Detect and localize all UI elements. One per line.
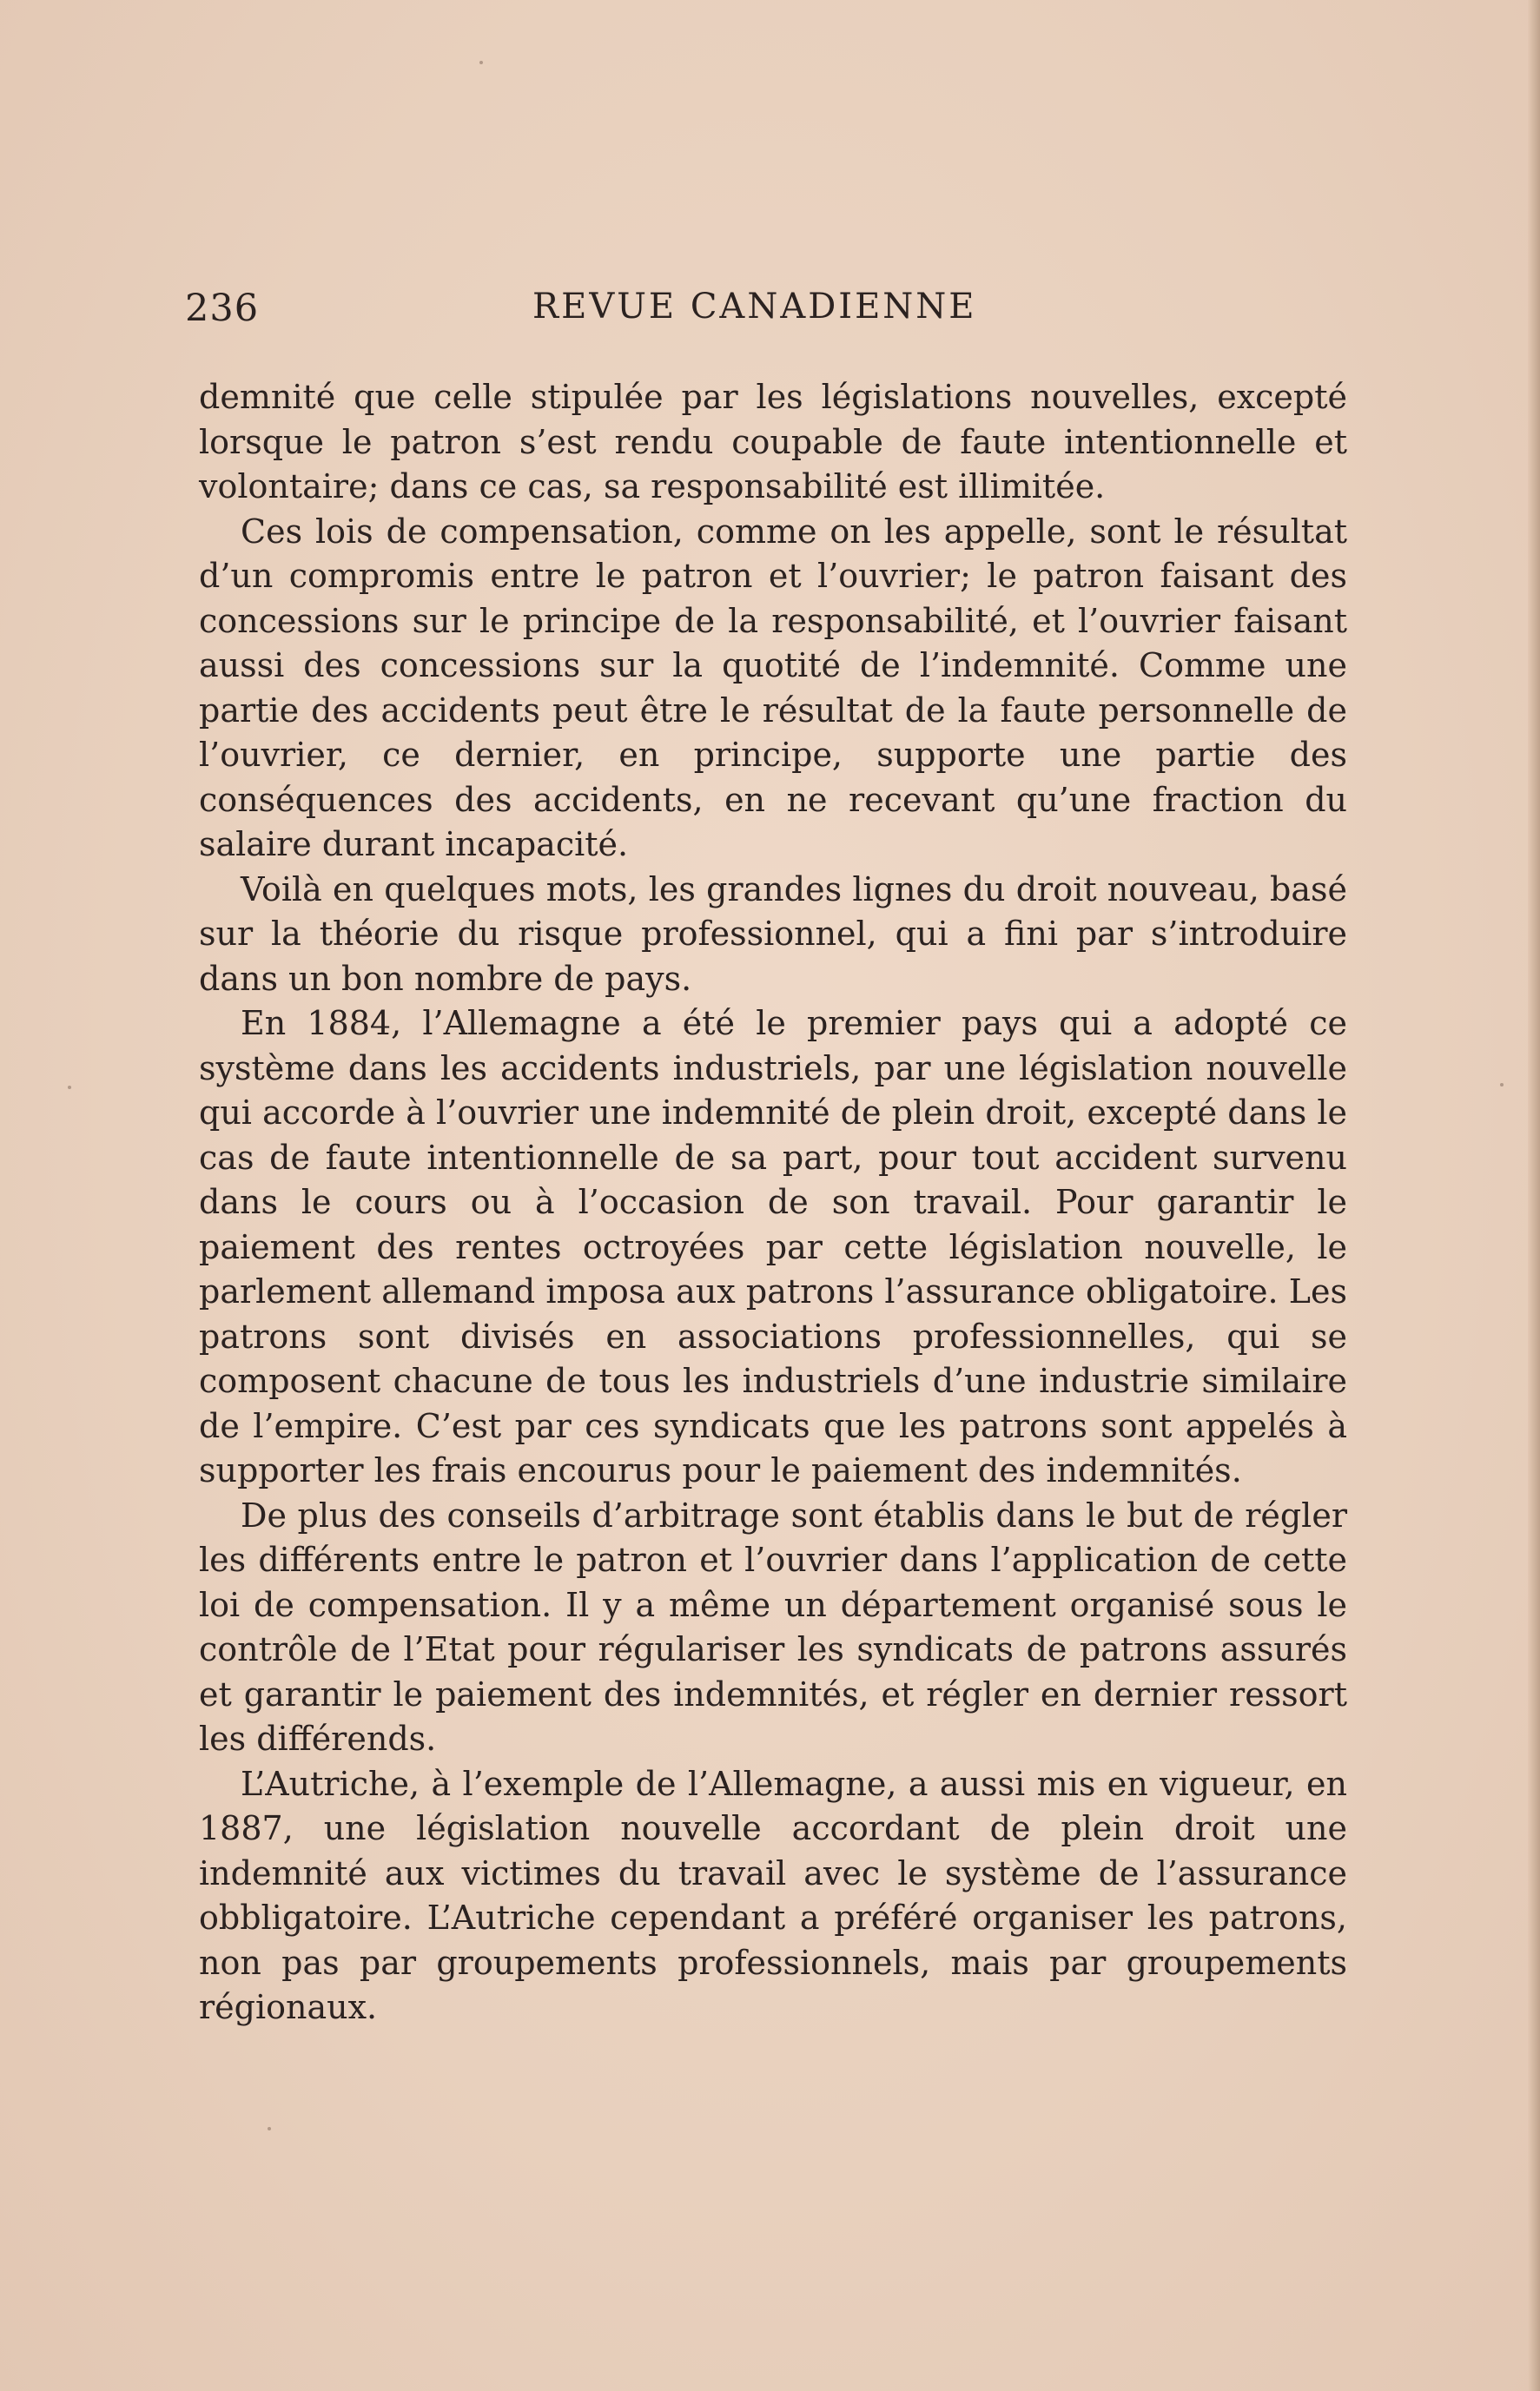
paragraph: Ces lois de compensation, comme on les appelle, sont le résultat d’un compromis entre le patron et l’ouvrier; le patron faisant des concessions sur le principe de la responsabilité, et l’ouvrier faisant aussi des concessions sur la quotité de l’indemnité. Comme une partie des accidents peut être le résultat de la faute personnelle de l’ouvrier, ce dernier, en principe, supporte une partie des conséquences des accidents, en ne recevant qu’une fraction du salaire durant incapacité. [199, 512, 1347, 863]
paper-speck [479, 61, 483, 64]
paragraph: De plus des conseils d’arbitrage sont établis dans le but de régler les différents entre le patron et l’ouvrier dans l’application de cette loi de compensation. Il y a même un département organisé sous le contrôle de l’Etat pour régulariser les syndicats de patrons assurés et garantir le paiement des indemnités, et régler en dernier ressort les différends. [199, 1496, 1347, 1758]
paragraph: L’Autriche, à l’exemple de l’Allemagne, a aussi mis en vigueur, en 1887, une législation nouvelle accordant de plein droit une indemnité aux victimes du travail avec le système de l’assurance obbligatoire. L’Autriche cependant a préféré organiser les patrons, non pas par groupements professionnels, mais par groupements régionaux. [199, 1764, 1347, 2026]
article-body [199, 375, 1347, 2031]
page-number: 236 [185, 287, 260, 330]
paper-speck [68, 1086, 71, 1089]
paragraph: demnité que celle stipulée par les législations nouvelles, excepté lorsque le patron s’est rendu coupable de faute intentionnelle et volontaire; dans ce cas, sa responsabilité est illimitée. [199, 378, 1347, 505]
paragraph: Voilà en quelques mots, les grandes lignes du droit nouveau, basé sur la théorie du risque professionnel, qui a fini par s’introduire dans un bon nombre de pays. [199, 869, 1347, 998]
running-head [185, 287, 1349, 339]
paper-speck [1500, 1083, 1504, 1087]
page-edge-shadow [1528, 0, 1540, 2391]
paragraph: En 1884, l’Allemagne a été le premier pays qui a adopté ce système dans les accidents industriels, par une législation nouvelle qui accorde à l’ouvrier une indemnité de plein droit, excepté dans le cas de faute intentionnelle de sa part, pour tout accident survenu dans le cours ou à l’occasion de son travail. Pour garantir le paiement des rentes octroyées par cette législation nouvelle, le parlement allemand imposa aux patrons l’assurance obligatoire. Les patrons sont divisés en associations professionnelles, qui se composent chacune de tous les industriels d’une industrie similaire de l’empire. C’est par ces syndicats que les patrons sont appelés à supporter les frais encourus pour le paiement des indemnités. [199, 1004, 1347, 1489]
paper-speck [268, 2127, 271, 2130]
journal-title: REVUE CANADIENNE [532, 287, 977, 327]
